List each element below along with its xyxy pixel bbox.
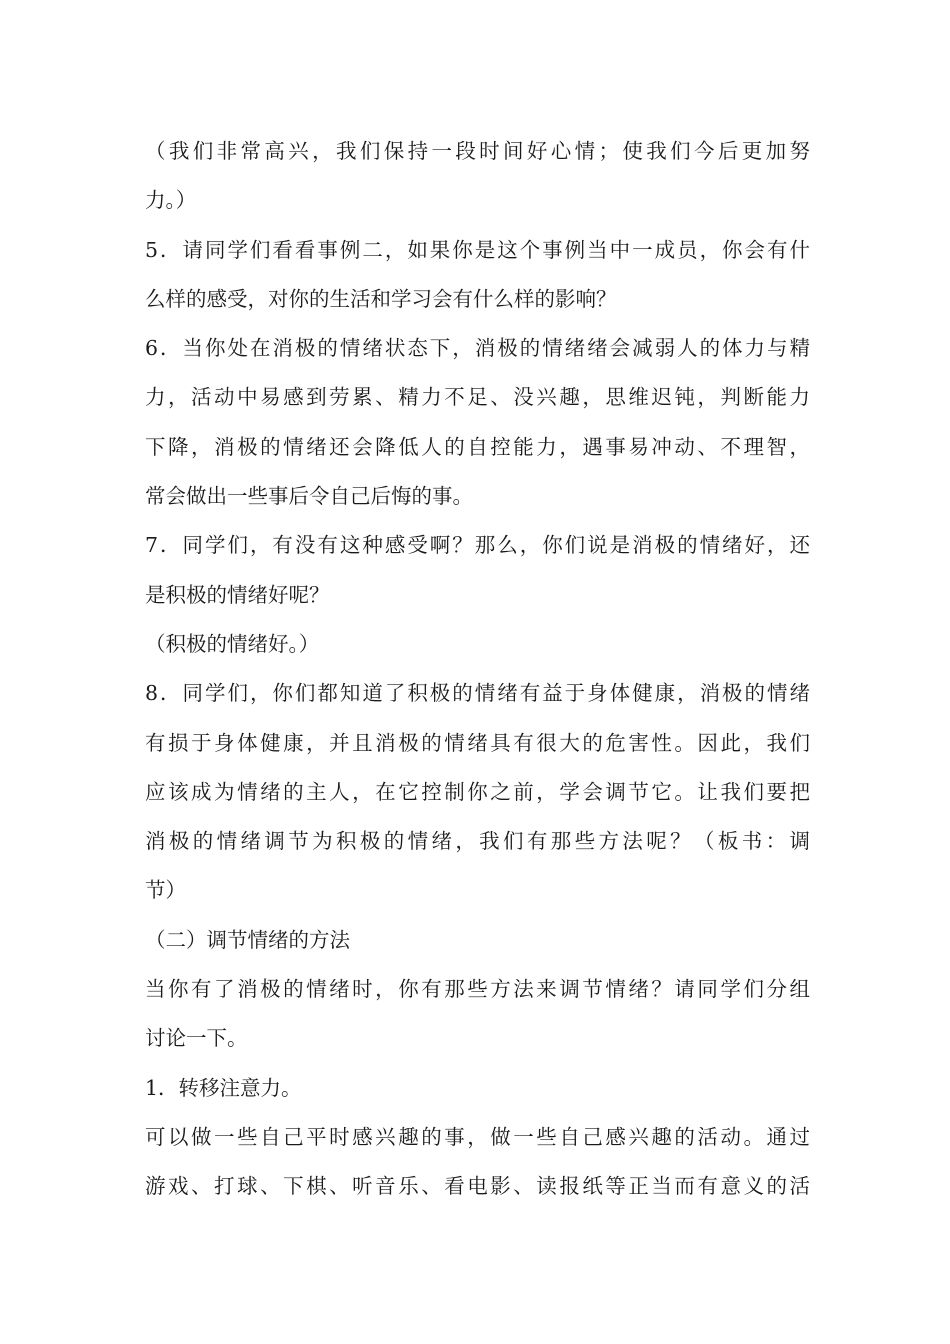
text-line: 当你有了消极的情绪时，你有那些方法来调节情绪？请同学们分组 bbox=[145, 977, 810, 1002]
text-line: 游戏、打球、下棋、听音乐、看电影、读报纸等正当而有意义的活 bbox=[145, 1174, 810, 1199]
text-line: 下降，消极的情绪还会降低人的自控能力，遇事易冲动、不理智， bbox=[145, 434, 810, 459]
text-line: 消极的情绪调节为积极的情绪，我们有那些方法呢？（板书：调 bbox=[145, 829, 810, 854]
document-body bbox=[145, 127, 810, 1212]
text-line: 8．同学们，你们都知道了积极的情绪有益于身体健康，消极的情绪 bbox=[145, 681, 810, 706]
text-line: 应该成为情绪的主人，在它控制你之前，学会调节它。让我们要把 bbox=[145, 779, 810, 804]
text-line: 6．当你处在消极的情绪状态下，消极的情绪绪会减弱人的体力与精 bbox=[145, 336, 810, 361]
text-line: 有损于身体健康，并且消极的情绪具有很大的危害性。因此，我们 bbox=[145, 730, 810, 755]
text-line: 么样的感受，对你的生活和学习会有什么样的影响？ bbox=[145, 286, 617, 311]
text-line: 讨论一下。 bbox=[145, 1026, 248, 1051]
text-line: 力。） bbox=[145, 188, 197, 213]
text-line: 1．转移注意力。 bbox=[145, 1075, 302, 1100]
text-line: 可以做一些自己平时感兴趣的事，做一些自己感兴趣的活动。通过 bbox=[145, 1124, 810, 1149]
text-line: 常会做出一些事后令自己后悔的事。 bbox=[145, 484, 473, 509]
text-line: 节） bbox=[145, 878, 186, 903]
text-line: 5．请同学们看看事例二，如果你是这个事例当中一成员，你会有什 bbox=[145, 237, 810, 262]
text-line: 力，活动中易感到劳累、精力不足、没兴趣，思维迟钝，判断能力 bbox=[145, 385, 810, 410]
text-line: 7．同学们，有没有这种感受啊？那么，你们说是消极的情绪好，还 bbox=[145, 533, 810, 558]
section-heading: （二）调节情绪的方法 bbox=[145, 927, 350, 952]
text-line: （积极的情绪好。） bbox=[145, 631, 320, 656]
text-line: 是积极的情绪好呢？ bbox=[145, 582, 330, 607]
text-line: （我们非常高兴，我们保持一段时间好心情；使我们今后更加努 bbox=[145, 139, 810, 163]
